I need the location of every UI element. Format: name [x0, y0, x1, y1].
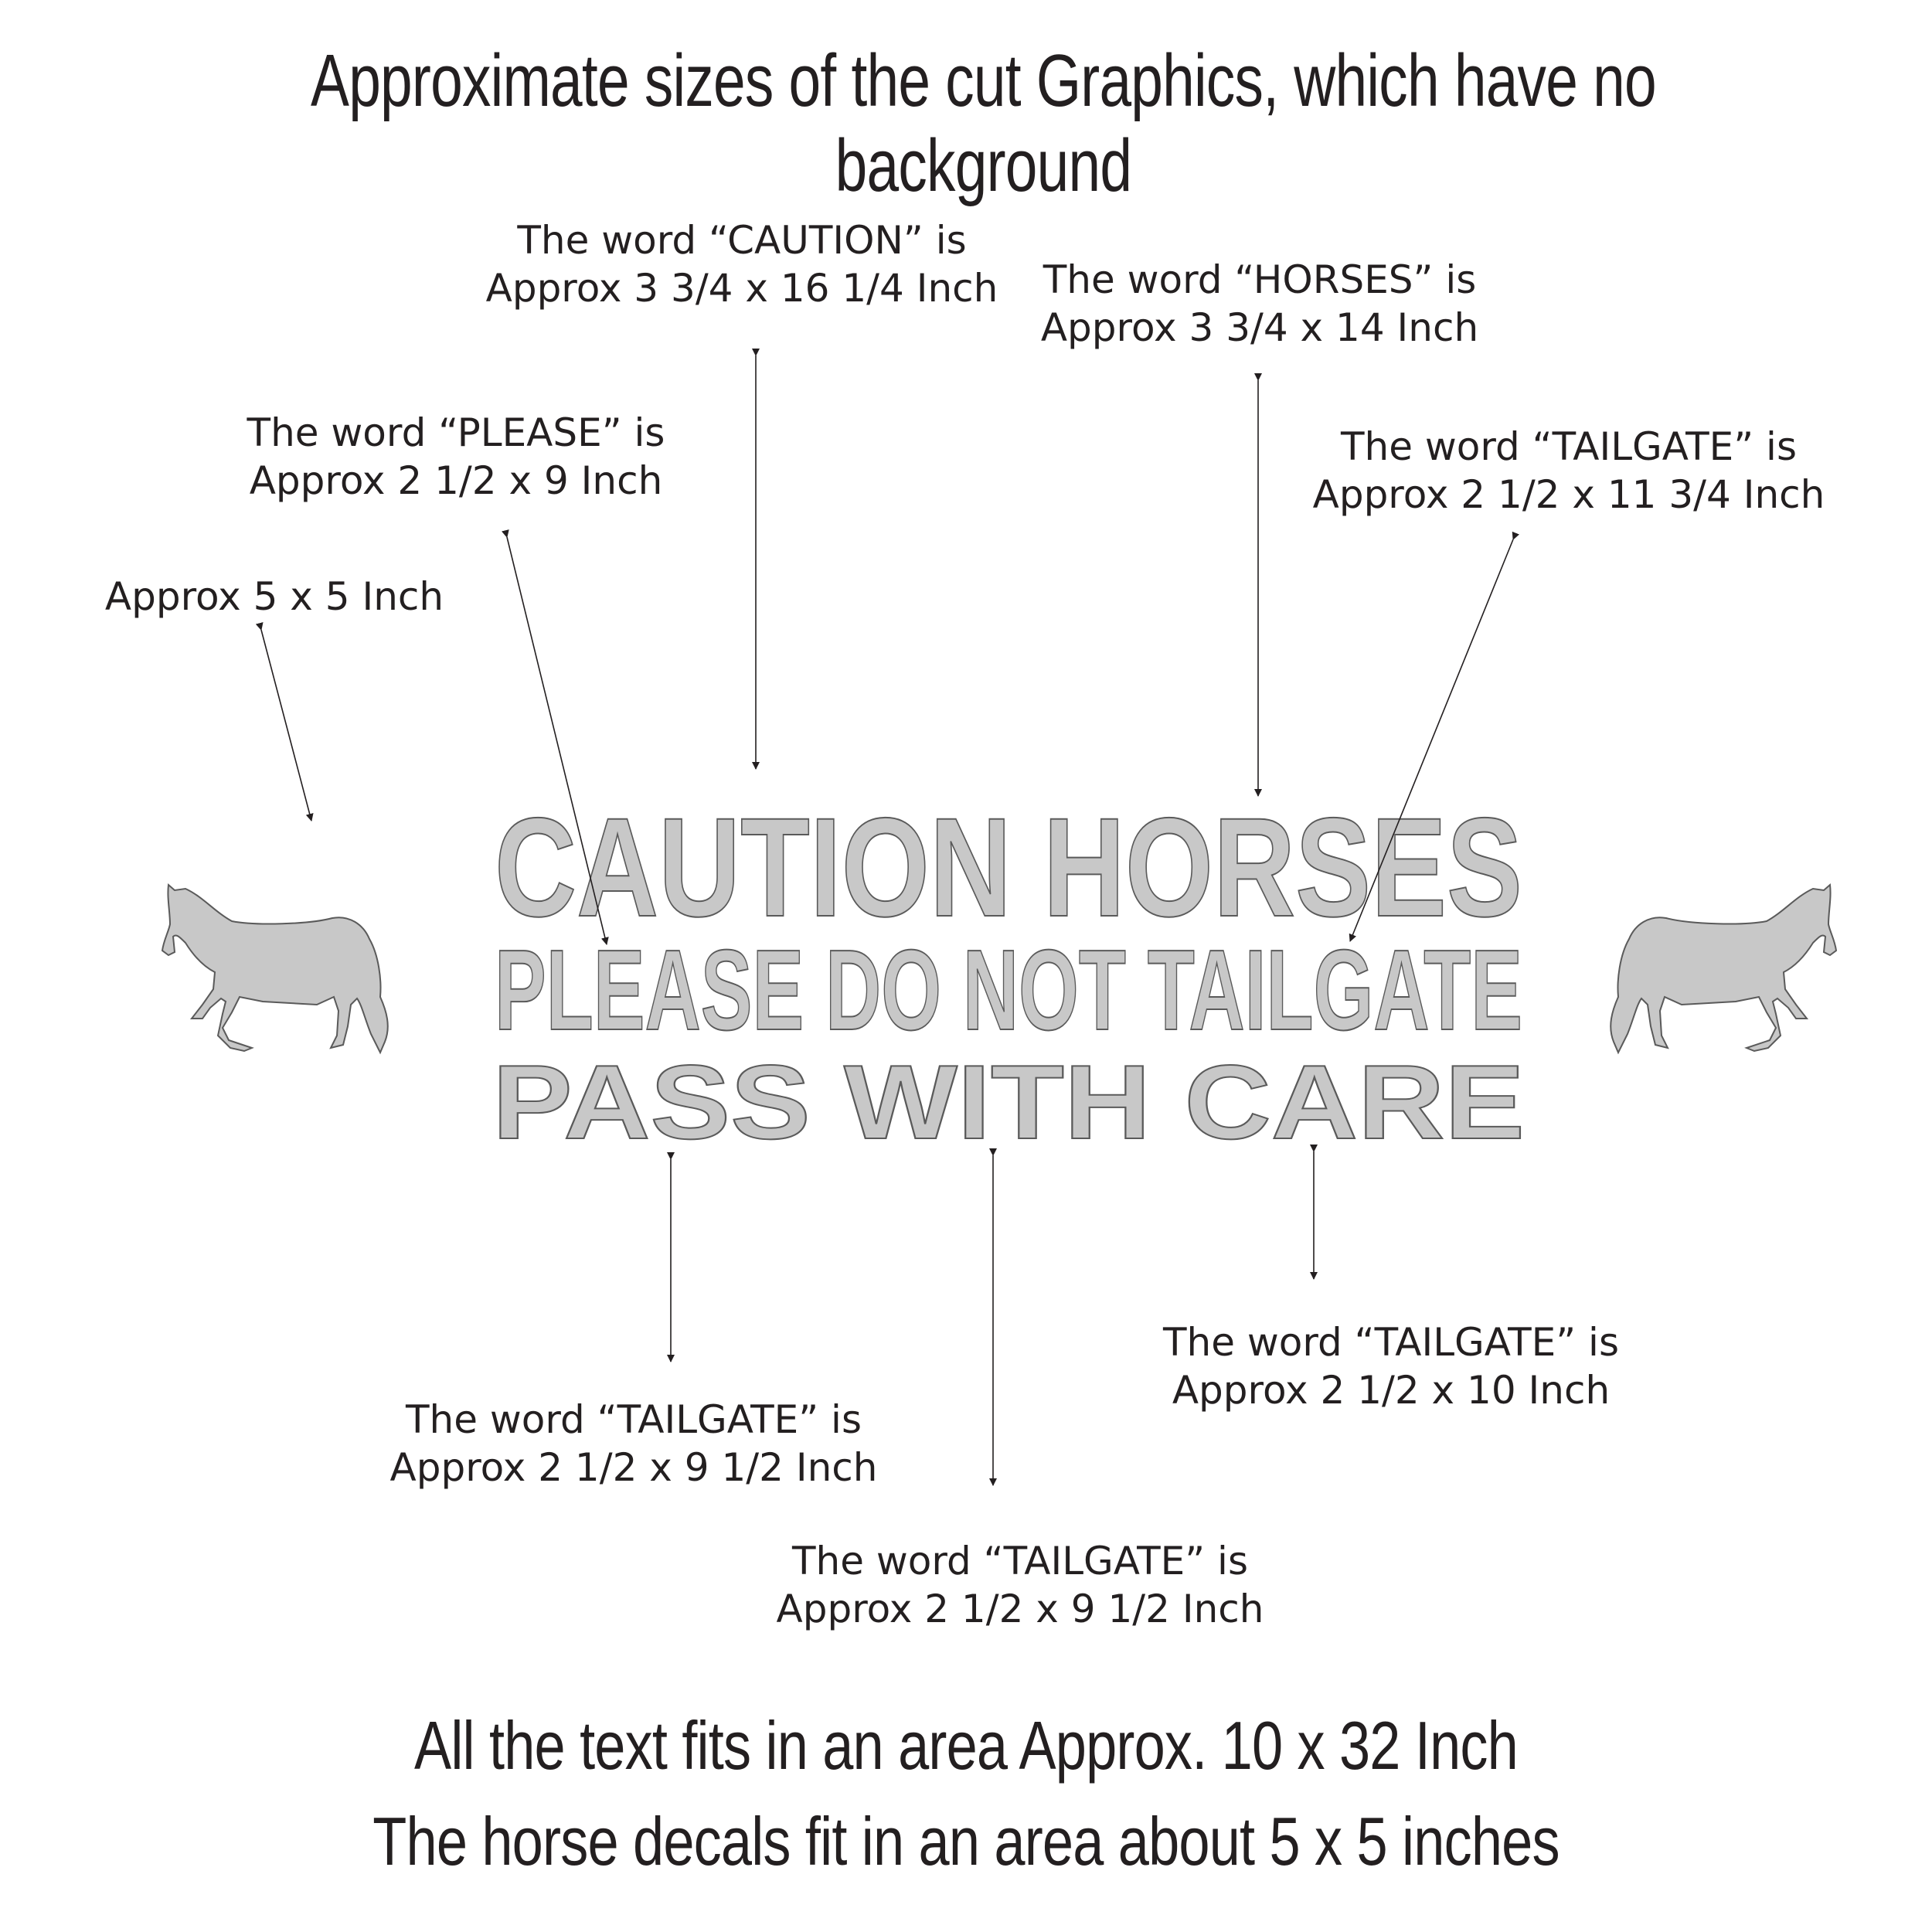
note-tailgate-left-line2: Approx 2 1/2 x 9 1/2 Inch	[389, 1445, 878, 1490]
note-tailgate-top-line2: Approx 2 1/2 x 11 3/4 Inch	[1312, 472, 1825, 517]
sign-line-caution-horses: CAUTION HORSES	[495, 788, 1522, 946]
note-tailgate-top-line1: The word “TAILGATE” is	[1341, 424, 1797, 469]
note-tailgate-right-line1: The word “TAILGATE” is	[1163, 1320, 1619, 1365]
note-caution-line1: The word “CAUTION” is	[517, 218, 967, 263]
note-horses-line1: The word “HORSES” is	[1043, 257, 1477, 302]
arrow-horse-size	[261, 630, 311, 821]
note-tailgate-bottom-line2: Approx 2 1/2 x 9 1/2 Inch	[776, 1587, 1264, 1631]
sign-line-pass-with-care: PASS WITH CARE	[492, 1043, 1525, 1161]
note-caution-line2: Approx 3 3/4 x 16 1/4 Inch	[485, 266, 998, 311]
note-tailgate-right-line2: Approx 2 1/2 x 10 Inch	[1172, 1368, 1611, 1413]
sign-line-please-do-not-tailgate: PLEASE DO NOT TAILGATE	[495, 927, 1522, 1054]
horse-icon-right	[1611, 885, 1836, 1053]
note-horses-line2: Approx 3 3/4 x 14 Inch	[1040, 305, 1479, 350]
note-please-line2: Approx 2 1/2 x 9 Inch	[249, 458, 663, 503]
horse-icon-left	[162, 885, 388, 1053]
note-please-line1: The word “PLEASE” is	[247, 410, 665, 455]
note-tailgate-left-line1: The word “TAILGATE” is	[406, 1397, 862, 1442]
page-title: Approximate sizes of the cut Graphics, which have no background	[311, 39, 1656, 207]
sign-text	[492, 788, 1525, 1161]
note-tailgate-bottom-line1: The word “TAILGATE” is	[792, 1539, 1248, 1583]
footer-line-1: All the text fits in an area Approx. 10 x 32 Inch	[414, 1707, 1518, 1784]
note-horse-size-line1: Approx 5 x 5 Inch	[104, 574, 444, 619]
footer-line-2: The horse decals fit in an area about 5 x 5 inches	[372, 1803, 1560, 1879]
